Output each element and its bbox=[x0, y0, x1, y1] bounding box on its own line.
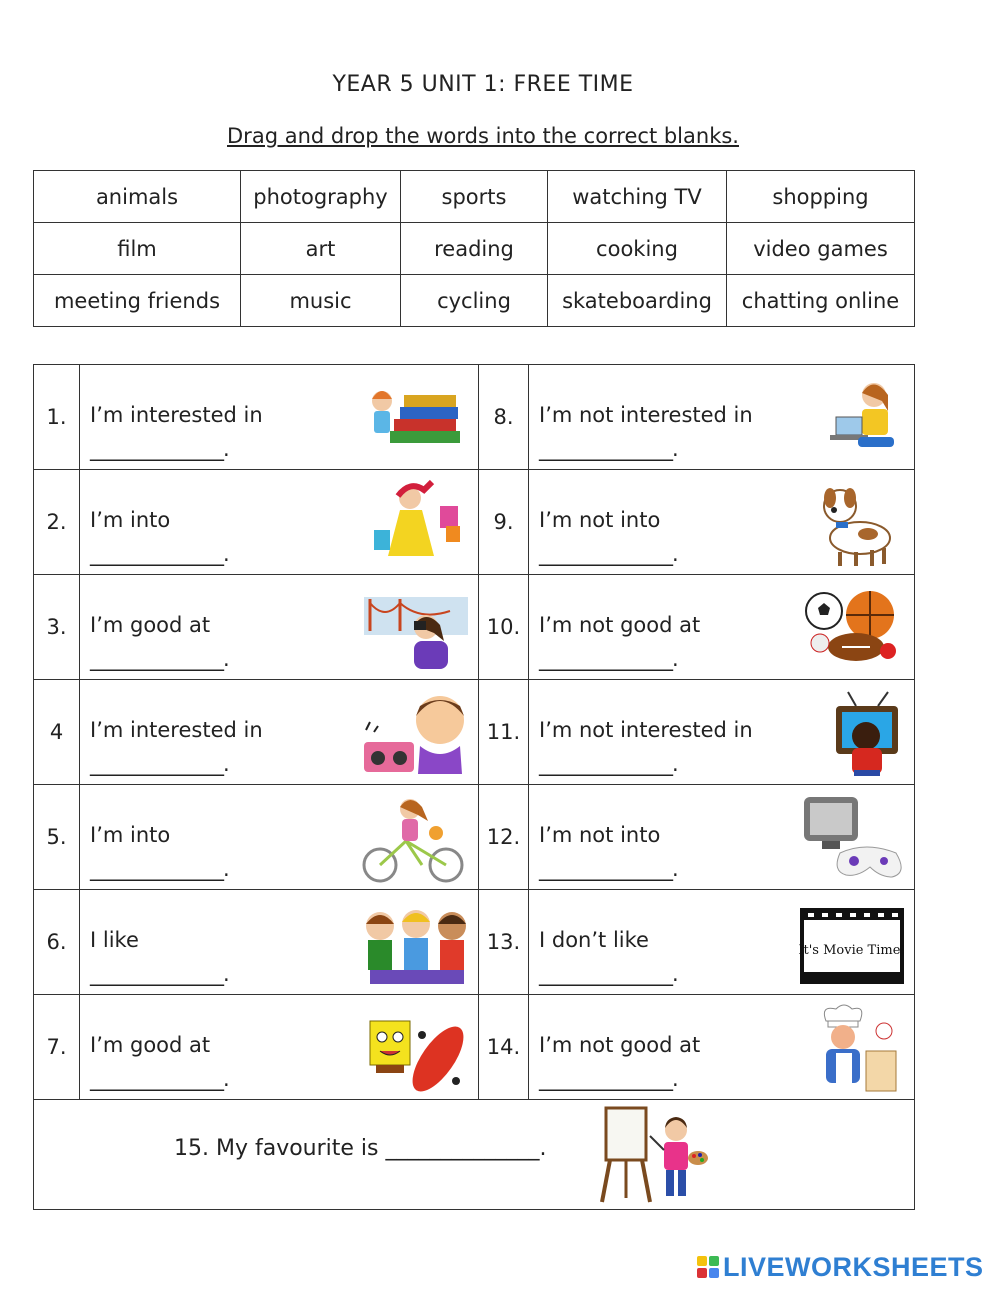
word-bank bbox=[33, 170, 915, 327]
cycling-icon bbox=[360, 791, 472, 883]
girl-laptop-icon bbox=[796, 371, 908, 463]
prompt-text: I’m not interested in bbox=[539, 403, 753, 427]
answer-blank[interactable]: ______________. bbox=[90, 1067, 229, 1091]
answer-blank[interactable]: ______________. bbox=[90, 542, 229, 566]
answer-blank[interactable]: ______________. bbox=[539, 647, 678, 671]
item-number: 3. bbox=[34, 575, 80, 680]
word-chip[interactable]: sports bbox=[401, 171, 548, 223]
item-number: 6. bbox=[34, 890, 80, 995]
item-number: 5. bbox=[34, 785, 80, 890]
word-chip[interactable]: shopping bbox=[727, 171, 915, 223]
exercise-cell bbox=[80, 470, 479, 575]
film-strip-caption: It's Movie Time! bbox=[798, 943, 906, 958]
item-number: 8. bbox=[479, 365, 529, 470]
word-chip[interactable]: video games bbox=[727, 223, 915, 275]
shopping-bags-icon bbox=[360, 476, 472, 568]
music-radio-icon bbox=[360, 686, 472, 778]
item-number: 1. bbox=[34, 365, 80, 470]
exercise-row bbox=[34, 470, 915, 575]
exercise-15 bbox=[34, 1100, 915, 1210]
prompt-text: I like bbox=[90, 928, 139, 952]
brand-name: LIVEWORKSHEETS bbox=[723, 1251, 984, 1282]
answer-blank[interactable]: ______________. bbox=[539, 857, 678, 881]
word-chip[interactable]: cooking bbox=[548, 223, 727, 275]
exercise-cell bbox=[80, 890, 479, 995]
exercise-row bbox=[34, 785, 915, 890]
logo-square bbox=[709, 1256, 719, 1266]
item-number: 12. bbox=[479, 785, 529, 890]
word-chip[interactable]: chatting online bbox=[727, 275, 915, 327]
prompt-text: I’m not good at bbox=[539, 613, 701, 637]
word-chip[interactable]: film bbox=[34, 223, 241, 275]
word-chip[interactable]: reading bbox=[401, 223, 548, 275]
answer-blank[interactable]: ______________. bbox=[90, 752, 229, 776]
prompt-text: I’m interested in bbox=[90, 403, 263, 427]
word-chip[interactable]: meeting friends bbox=[34, 275, 241, 327]
exercise-cell bbox=[80, 785, 479, 890]
word-bank-row bbox=[34, 275, 915, 327]
friends-icon bbox=[360, 896, 472, 988]
prompt-text: I don’t like bbox=[539, 928, 649, 952]
item-number: 10. bbox=[479, 575, 529, 680]
word-chip[interactable]: animals bbox=[34, 171, 241, 223]
answer-blank[interactable]: ______________. bbox=[539, 962, 678, 986]
prompt-text: I’m not into bbox=[539, 823, 661, 847]
watching-tv-icon bbox=[796, 686, 908, 778]
item-number: 7. bbox=[34, 995, 80, 1100]
exercise-cell bbox=[80, 365, 479, 470]
worksheet-title: YEAR 5 UNIT 1: FREE TIME bbox=[332, 72, 634, 97]
word-bank-row bbox=[34, 171, 915, 223]
logo-square bbox=[697, 1256, 707, 1266]
exercise-cell bbox=[529, 680, 915, 785]
instruction: Drag and drop the words into the correct blanks. bbox=[227, 124, 739, 148]
item-number: 13. bbox=[479, 890, 529, 995]
prompt-text: I’m into bbox=[90, 823, 171, 847]
answer-blank[interactable]: ______________. bbox=[539, 542, 678, 566]
exercise-cell bbox=[80, 680, 479, 785]
word-chip[interactable]: music bbox=[241, 275, 401, 327]
exercise-row bbox=[34, 365, 915, 470]
prompt-text: I’m interested in bbox=[90, 718, 263, 742]
exercise-row bbox=[34, 680, 915, 785]
logo-grid-icon bbox=[697, 1256, 719, 1278]
logo-square bbox=[709, 1268, 719, 1278]
exercise-cell bbox=[529, 470, 915, 575]
answer-blank[interactable]: ______________. bbox=[539, 1067, 678, 1091]
item-number: 4 bbox=[34, 680, 80, 785]
liveworksheets-logo bbox=[697, 1252, 984, 1282]
word-chip[interactable]: cycling bbox=[401, 275, 548, 327]
answer-blank[interactable]: ______________. bbox=[90, 857, 229, 881]
prompt-text: I’m not into bbox=[539, 508, 661, 532]
item-number: 9. bbox=[479, 470, 529, 575]
reading-books-icon bbox=[360, 371, 472, 463]
item-number: 14. bbox=[479, 995, 529, 1100]
word-chip[interactable]: skateboarding bbox=[548, 275, 727, 327]
exercise-cell bbox=[529, 890, 915, 995]
exercise-table bbox=[33, 364, 915, 1210]
cooking-chef-icon bbox=[796, 1001, 908, 1093]
dog-icon bbox=[796, 476, 908, 568]
exercise-cell bbox=[80, 995, 479, 1100]
prompt-text: I’m good at bbox=[90, 1033, 211, 1057]
item-number: 2. bbox=[34, 470, 80, 575]
logo-square bbox=[697, 1268, 707, 1278]
painting-art-icon bbox=[594, 1102, 724, 1206]
exercise-cell bbox=[529, 575, 915, 680]
prompt-text: I’m not good at bbox=[539, 1033, 701, 1057]
prompt-text: I’m into bbox=[90, 508, 171, 532]
video-game-icon bbox=[796, 791, 908, 883]
exercise-cell bbox=[529, 365, 915, 470]
answer-blank[interactable]: ______________. bbox=[90, 647, 229, 671]
answer-blank[interactable]: ______________. bbox=[539, 752, 678, 776]
answer-blank[interactable]: ______________. bbox=[539, 437, 678, 461]
exercise-row bbox=[34, 890, 915, 995]
prompt-text: I’m not interested in bbox=[539, 718, 753, 742]
exercise-15-text: 15. My favourite is ______________. bbox=[174, 1136, 547, 1161]
exercise-row bbox=[34, 575, 915, 680]
word-bank-row bbox=[34, 223, 915, 275]
exercise-cell bbox=[529, 785, 915, 890]
exercise-row bbox=[34, 995, 915, 1100]
word-chip[interactable]: art bbox=[241, 223, 401, 275]
exercise-cell bbox=[529, 995, 915, 1100]
exercise-cell bbox=[80, 575, 479, 680]
word-chip[interactable]: photography bbox=[241, 171, 401, 223]
answer-blank[interactable]: ______________. bbox=[90, 437, 229, 461]
skateboarding-icon bbox=[360, 1001, 472, 1093]
camera-photography-icon bbox=[360, 581, 472, 673]
film-strip-icon bbox=[796, 896, 908, 988]
prompt-text: I’m good at bbox=[90, 613, 211, 637]
answer-blank[interactable]: ______________. bbox=[90, 962, 229, 986]
sports-balls-icon bbox=[796, 581, 908, 673]
word-chip[interactable]: watching TV bbox=[548, 171, 727, 223]
item-number: 11. bbox=[479, 680, 529, 785]
